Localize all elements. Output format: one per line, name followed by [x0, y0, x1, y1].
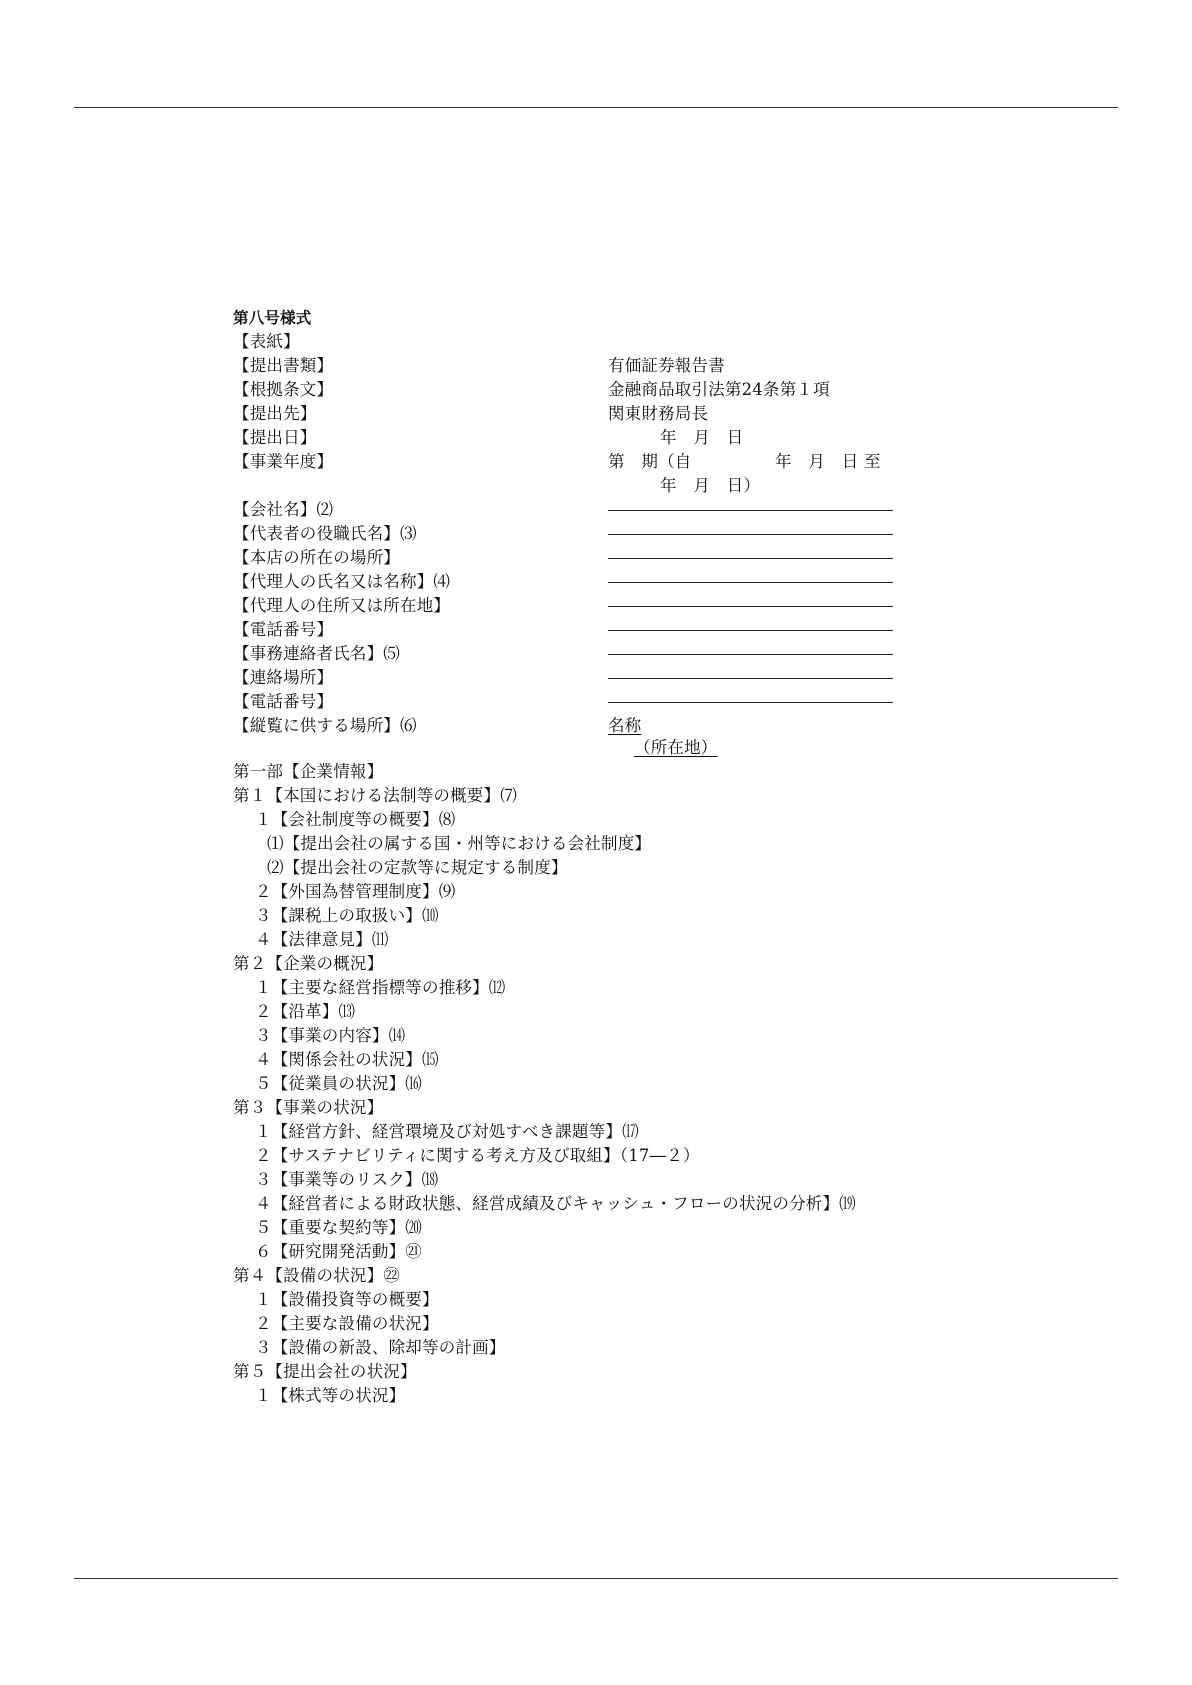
blank-entry-line [608, 702, 893, 703]
toc-subitem: ⑵【提出会社の定款等に規定する制度】 [267, 858, 568, 877]
toc-item: ２【サステナビリティに関する考え方及び取組】（17―２） [255, 1146, 700, 1165]
toc-item: ５【従業員の状況】⒃ [255, 1074, 422, 1093]
toc-item: １【設備投資等の概要】 [255, 1290, 439, 1309]
toc-part: 第一部【企業情報】 [233, 762, 384, 781]
inspection-address: （所在地） [634, 738, 718, 757]
toc-item: １【経営方針、経営環境及び対処すべき課題等】⒄ [255, 1122, 639, 1141]
toc-item: ４【関係会社の状況】⒂ [255, 1050, 439, 1069]
toc-item: ５【重要な契約等】⒇ [255, 1218, 422, 1237]
cover-label: 【連絡場所】 [233, 668, 334, 687]
toc-item: １【株式等の状況】 [255, 1386, 406, 1405]
toc-part: 第１【本国における法制等の概要】⑺ [233, 786, 517, 805]
inspection-name: 名称 [608, 716, 642, 735]
cover-label: 【事務連絡者氏名】⑸ [233, 644, 400, 663]
toc-item: ６【研究開発活動】㉑ [255, 1242, 422, 1261]
blank-entry-line [608, 582, 893, 583]
blank-entry-line [608, 534, 893, 535]
toc-item: １【会社制度等の概要】⑻ [255, 810, 456, 829]
blank-entry-line [608, 558, 893, 559]
toc-item: ４【法律意見】⑾ [255, 930, 389, 949]
cover-label: 【提出書類】 [233, 356, 334, 375]
header-rule [74, 107, 1118, 108]
blank-entry-line [608, 678, 893, 679]
cover-value: 関東財務局長 [608, 404, 709, 423]
cover-label: 【会社名】⑵ [233, 500, 334, 519]
toc-item: ３【課税上の取扱い】⑽ [255, 906, 439, 925]
cover-value: 第 期（自 年 月 日 至 [608, 452, 881, 471]
cover-label: 【代理人の氏名又は名称】⑷ [233, 572, 451, 591]
toc-item: ３【設備の新設、除却等の計画】 [255, 1338, 506, 1357]
cover-label: 【電話番号】 [233, 692, 334, 711]
cover-label: 【事業年度】 [233, 452, 334, 471]
cover-label: 【代表者の役職氏名】⑶ [233, 524, 417, 543]
cover-value-continued: 年 月 日） [660, 476, 761, 495]
toc-item: ２【主要な設備の状況】 [255, 1314, 439, 1333]
blank-entry-line [608, 654, 893, 655]
toc-part: 第３【事業の状況】 [233, 1098, 384, 1117]
toc-item: ３【事業等のリスク】⒅ [255, 1170, 439, 1189]
toc-part: 第５【提出会社の状況】 [233, 1362, 417, 1381]
toc-item: ４【経営者による財政状態、経営成績及びキャッシュ・フローの状況の分析】⒆ [255, 1194, 856, 1213]
footer-rule [74, 1578, 1118, 1579]
blank-entry-line [608, 510, 893, 511]
cover-value: 年 月 日 [660, 428, 744, 447]
toc-item: １【主要な経営指標等の推移】⑿ [255, 978, 506, 997]
cover-heading: 【表紙】 [233, 332, 300, 351]
toc-item: ２【外国為替管理制度】⑼ [255, 882, 456, 901]
toc-item: ３【事業の内容】⒁ [255, 1026, 406, 1045]
blank-entry-line [608, 630, 893, 631]
toc-part: 第４【設備の状況】㉒ [233, 1266, 400, 1285]
toc-part: 第２【企業の概況】 [233, 954, 384, 973]
cover-value: 有価証券報告書 [608, 356, 725, 375]
cover-label: 【電話番号】 [233, 620, 334, 639]
cover-value: 金融商品取引法第24条第１項 [608, 380, 830, 399]
blank-entry-line [608, 606, 893, 607]
cover-label: 【代理人の住所又は所在地】 [233, 596, 451, 615]
form-title: 第八号様式 [233, 309, 312, 327]
toc-subitem: ⑴【提出会社の属する国・州等における会社制度】 [267, 834, 652, 853]
cover-label: 【根拠条文】 [233, 380, 334, 399]
cover-label: 【本店の所在の場所】 [233, 548, 400, 567]
inspection-label: 【縦覧に供する場所】⑹ [233, 716, 417, 735]
toc-item: ２【沿革】⒀ [255, 1002, 356, 1021]
cover-label: 【提出先】 [233, 404, 317, 423]
cover-label: 【提出日】 [233, 428, 317, 447]
